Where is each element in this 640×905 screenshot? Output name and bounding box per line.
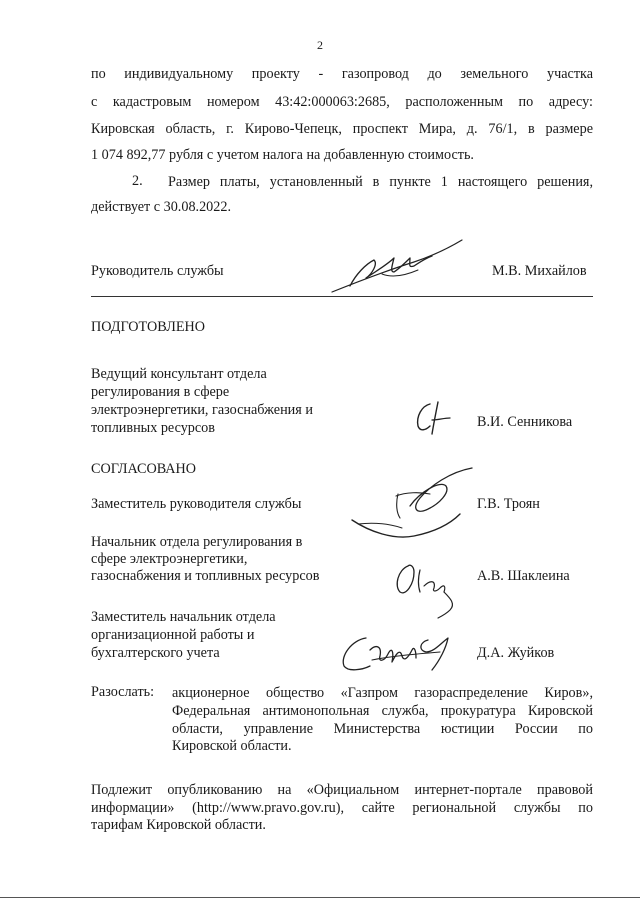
publication-line-1: Подлежит опубликованию на «Официальном интернет-портале правовой (91, 782, 593, 798)
head-signature-title: Руководитель службы (91, 263, 224, 279)
agreed-signer-2-title-line-3: газоснабжения и топливных ресурсов (91, 568, 320, 584)
distribution-line-4: Кировской области. (172, 738, 292, 754)
distribution-line-1: акционерное общество «Газпром газораспределение Киров», (172, 685, 593, 701)
agreed-signer-2-name: А.В. Шаклеина (477, 568, 570, 584)
prepared-title-line-2: регулирования в сфере (91, 384, 230, 400)
agreed-signer-2-title-line-2: сфере электроэнергетики, (91, 551, 248, 567)
prepared-signature-image (408, 398, 458, 438)
agreed-signer-3-title-line-1: Заместитель начальник отдела (91, 609, 276, 625)
publication-line-3: тарифам Кировской области. (91, 817, 266, 833)
prepared-title-line-4: топливных ресурсов (91, 420, 215, 436)
distribution-line-3: области, управление Министерства юстиции России по (172, 721, 593, 737)
agreed-signer-1-title: Заместитель руководителя службы (91, 496, 302, 512)
head-signature-name: М.В. Михайлов (492, 263, 587, 279)
agreed-signer-3-name: Д.А. Жуйков (477, 645, 555, 661)
agreed-signer-3-title-line-3: бухгалтерского учета (91, 645, 220, 661)
agreed-signer-1-signature-image (350, 462, 480, 552)
paragraph-2-line-2: действует с 30.08.2022. (91, 199, 232, 215)
agreed-heading: СОГЛАСОВАНО (91, 461, 197, 477)
paragraph-1-line-3: Кировская область, г. Кирово-Чепецк, проспект Мира, д. 76/1, в размере (91, 121, 593, 137)
paragraph-2-number: 2. (132, 173, 143, 189)
paragraph-1-line-2: с кадастровым номером 43:42:000063:2685, расположенным по адресу: (91, 94, 593, 110)
prepared-name: В.И. Сенникова (477, 414, 573, 430)
agreed-signer-2-title-line-1: Начальник отдела регулирования в (91, 534, 303, 550)
prepared-title-line-1: Ведущий консультант отдела (91, 366, 267, 382)
bottom-edge-line (0, 897, 640, 898)
paragraph-1-line-4: 1 074 892,77 рубля с учетом налога на добавленную стоимость. (91, 147, 474, 163)
agreed-signer-3-title-line-2: организационной работы и (91, 627, 255, 643)
paragraph-2-line-1: Размер платы, установленный в пункте 1 настоящего решения, (168, 174, 593, 190)
distribution-label: Разослать: (91, 684, 155, 700)
page-number: 2 (317, 38, 323, 52)
agreed-signer-3-signature-image (336, 630, 460, 678)
prepared-heading: ПОДГОТОВЛЕНО (91, 319, 205, 335)
agreed-signer-2-signature-image (392, 560, 464, 620)
publication-line-2: информации» (http://www.pravo.gov.ru), сайте региональной службы по (91, 800, 593, 816)
head-signature-image (322, 234, 472, 300)
distribution-line-2: Федеральная антимонопольная служба, прокуратура Кировской (172, 703, 593, 719)
paragraph-1-line-1: по индивидуальному проекту - газопровод до земельного участка (91, 66, 593, 82)
prepared-title-line-3: электроэнергетики, газоснабжения и (91, 402, 313, 418)
signature-divider (91, 296, 593, 297)
agreed-signer-1-name: Г.В. Троян (477, 496, 540, 512)
